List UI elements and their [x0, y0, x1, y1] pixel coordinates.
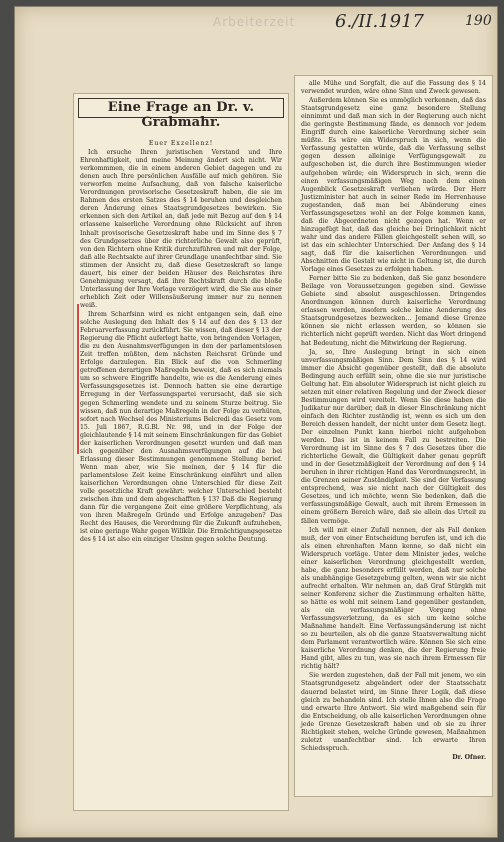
- article-paragraph: Ferner bitte Sie zu bedenken, daß Sie ganz besondere Beilage von Voraussetzungen gegeben sind. Gewisse Gebiete sind absolut ausgeschlossen. Dringendes Anordnungen können durch kaiserliche Verordnung erlassen werden, insofern solche keine Aenderung des Staatsgrundgesetzes bezwecken... Jemand diese Grenze können sie nicht erlassen werden, so können sie richterlich nicht geprüft werden. Nicht das Wort dringend hat Bedeutung, nicht die Mitwirkung der Regierung.: [301, 275, 486, 347]
- article-column-right: [301, 80, 486, 790]
- article-paragraph: Sie werden zugestehen, daß der Fall mit jenem, wo ein Staatsgrundgesetz abgeändert oder der Staatsschatz dauernd belastet wird, im Sinne Ihrer Logik, daß diese gleich zu behandeln sind. Ich stelle Ihnen also die Frage und erwarte Ihre Antwort. Sie wird maßgebend sein für die Entscheidung, ob alle kaiserlichen Verordnungen ohne jede Grenze Gesetzeskraft haben und ob sie zu ihrer Richtigkeit stehen, welche Gründe gewesen, Maßnahmen zuletzt unanfechtbar sind. Ich erwarte Ihren Schiedsspruch.: [301, 672, 486, 752]
- newspaper-clipping-right: [294, 75, 493, 797]
- article-paragraph: Ihrem Scharfsinn wird es nicht entgangen sein, daß eine solche Auslegung den Inhalt des § 14 auf den des § 13 der Februarverfassung zurückführt. Sie wissen, daß dieser § 13 der Regierung die Pflicht auferlegt hatte, von bringenden Vorlagen, die zu den Ausnahmsverfügungen in den der parlamentslosen Zeit treffen müßten, dem nächsten Reichsrat Gründe und Erfolge darzulegen. Ein Blick auf die von Schmerling getroffenen derartigen Maßregeln beweist, daß es sich niemals um so schwere Eingriffe handelte, wie es die Aenderung eines Verfassungsgesetzes ist. Dennoch hatten sie eine derartige Erregung in der Verfassungspartei verursacht, daß sie sich gegen Schmerling wendete und zu seinem Sturze beitrug. Sie wissen, daß nun derartige Maßregeln in der Folge zu verhüten, sofort nach Wechsel des Ministeriums Belcredi das Gesetz vom 15. Juli 1867, R.G.Bl. Nr. 98, und in der Folge der gleichlautende § 14 mit seinem Einschränkungen für das Gebiet der kaiserlichen Verordnungen gesetzt wurden und daß man sich gegenüber den Ausnahmsverfügungen auf die bei Erlassung dieser Bestimmungen genommene Stellung berief. Wenn man aber, wie Sie meinen, der § 14 für die parlamentslose Zeit keine Einschränkung einführt und allen kaiserlichen Verordnungen ohne Unterschied für diese Zeit volle gesetzliche Kraft gewährt: welcher Unterschied besteht zwischen ihm und dem abgeschafften § 13? Daß die Regierung dann für die vergangene Zeit eine größere Verpflichtung, als von ihren Maßregeln Gründe und Erfolge anzugeben? Das Recht des Hauses, die Verordnung für die Zukunft aufzuheben, ist eine geringe Wahr gegen Willkür. Die Ermächtigungsgesetze des § 14 ist also ein einziger Unsinn gegen solche Deutung.: [80, 310, 282, 544]
- red-pen-margin-mark: [77, 304, 79, 454]
- newspaper-clipping-left: [73, 93, 289, 811]
- article-paragraph: Ich will mit einer Zufall nennen, der als Fall denken muß, der von einer Entscheidung berufen ist, und ich die als einen ehrenhaften Mann kenne, so daß nicht ein Widerspruch vorläge. Unter dem Minister jedes, welche einer kaiserlichen Verordnung gleichgestellt werden, habe, die ganz besonders erfüllt werden, daß nur solche als unabhängige Gesetzgebung gelten, wenn wir sie nicht aufrecht erhalten. Wir nehmen an, daß Graf Stürgkh mit seiner Konferenz sicher die Zustimmung erhalten hätte, so hätte es wohl mit seinem Land gegenüber gestanden, als ein verfassungsmäßiger Vorgang ohne Verfassungsverletzung, da es sich um keine solche Maßnahme handelt. Eine Verfassungsänderung ist nicht so zu beurteilen, als ob die ganze Staatsverwaltung nicht dem Parlament verantwortlich wäre. Können Sie sich eine kaiserliche Verordnung denken, die der Regierung freie Hand gibt, alles zu tun, was sie nach ihrem Ermessen für richtig hält?: [301, 526, 486, 671]
- author-signature: Dr. Ofner.: [452, 753, 486, 761]
- article-headline: Eine Frage an Dr. v. Grabmahr.: [107, 100, 255, 130]
- handwritten-folio-number: 190: [465, 13, 492, 29]
- archive-stamp: Arbeiterzeit: [213, 15, 296, 29]
- article-paragraph: Ja, so, Ihre Auslegung bringt in sich einen unverfassungsmäßigen Sinn. Dem Sinn des § 14 wird immer die Absicht gegenüber gestellt, daß die absolute Bedingung auch erfüllt sein, ohne die sie nur juristische Geltung hat. Ein absoluter Widerspruch ist nicht gleich zu setzen mit einer relativen Regelung und der Zweck dieser Bestimmungen wird vereitelt. Wenn Sie diese haben die Judikatur nur darüber, daß in dieser Einschränkung nicht einfach den Richter zuständig ist, wenn es sich um den Bereich dessen handelt, der nicht unter dem Gesetz liegt. Der einzelnen Punkt kann hierbei nicht aufgehoben werden. Das ist in keinem Fall zu bestreiten. Die Verordnung ist im Sinne des § 7 des Gesetzes über die richterliche Gewalt, die Gültigkeit daher genau geprüft und in der Gesetzmäßigkeit der Verordnung auf den § 14 beruhen in ihrer richtigen Hand das Verordnungsrecht, in die Grenzen seiner Zuständigkeit. Sie sind der Verfassung entsprechend, was sie nicht nach der Gültigkeit des Gesetzes, und ich möchte, wenn Sie bedenken, daß die verfassungsmäßige Gewalt, auch mit ihrem Ermessen in einem größern Bereich wäre, daß sie allein das Urteil zu fällen vermöge.: [301, 348, 486, 525]
- article-paragraph: Ich ersuche Ihren juristischen Verstand und Ihre Ehrenhaftigkeit, und meine Meinung ändert sich nicht. Wir verkommmen, die in einem anderen Gebiet dagegen und zu denen auch Ihre persönlichen Ausfälle auf mich gehören. Sie verworfen meine Aufsachung, daß von falsche kaiserliche Verordnungen provisorische Gesetzeskraft haben, die sie im Rahmen des ersten Satzes des § 14 beruhen und desgleichen deren Änderung eines Staatsgrundgesetzes bewirken. Sie erkennen sich den Artikel an, daß jede mit Bezug auf den § 14 erlassene kaiserliche Verordnung ohne Rücksicht auf ihren Inhalt provisorische Gesetzeskraft habe und im Sinne des § 7 des Grundgesetzes über die richterliche Gewalt also geprüft, von den Richtern ohne Kritik durchzuführen und mit der Folge, daß alle Rechtsakte auf ihrer Grundlage unanfechtbar sind. Sie stimmen der Ansicht zu, daß diese Gesetzeskraft so lange dauert, bis einer der beiden Häuser des Reichsrates ihre Genehmigung versagt, daß ihre Rechtskraft durch die bloße Unterlassung der Ihre Vorlage verzögert wird, die Sie aus einer erheblich Zeit oder Willensäußerung immer nur zu nennen weiß.: [80, 149, 282, 309]
- article-paragraph: Außerdem können Sie es unmöglich verkennen, daß das Staatsgrundgesetz eine ganz besondere Stellung einnimmt und daß man sich in der Regierung auch nicht die geringste Bestimmung fände, es dennoch vor jedem Eingriff durch eine kaiserliche Verordnung sicher sein müßte. Es wäre ein Widerspruch in sich, wenn die Verfassung gestatten würde, daß die Verfassung selbst gegen dessen alleinige Verfügungsgewalt zu aufgeschoben ist, die durch ihre Bestimmungen wieder aufgehoben würde; ein Widerspruch in sich, wenn die einen verfassungsmäßigen Weg nach dem einen Augenblick Gesetzeskraft verliehen würde. Der Herr Justizminister hat auch in seiner Rede im Herrenhause zugestanden, daß man bei Abänderung eines Verfassungsgesetzes wohl an der Folge kommen kann, daß die Abgeordneten nicht gezogen hat. Wenn er hinzugefügt hat, daß das gleiche bei Dringlichkeit nicht wahr und das andere Fällen gleichgestellt sehen will, so ist das ein schlechter Unterschied. Der Anfang des § 14 sagt, daß für die kaiserlichen Verordnungen und Abschnitten die Gestalt wie nicht in Geltung ist, die durch Vorlage eines Gesetzes zu erfolgen haben.: [301, 97, 486, 274]
- article-column-left: [80, 140, 282, 804]
- handwritten-date: 6./II.1917: [335, 11, 424, 32]
- article-paragraph: alle Mühe und Sorgfalt, die auf die Fassung des § 14 verwendet wurden, wäre ohne Sinn und Zweck gewesen.: [301, 80, 486, 96]
- archive-sheet: [14, 6, 498, 838]
- salutation: Euer Exzellenz!: [148, 140, 214, 147]
